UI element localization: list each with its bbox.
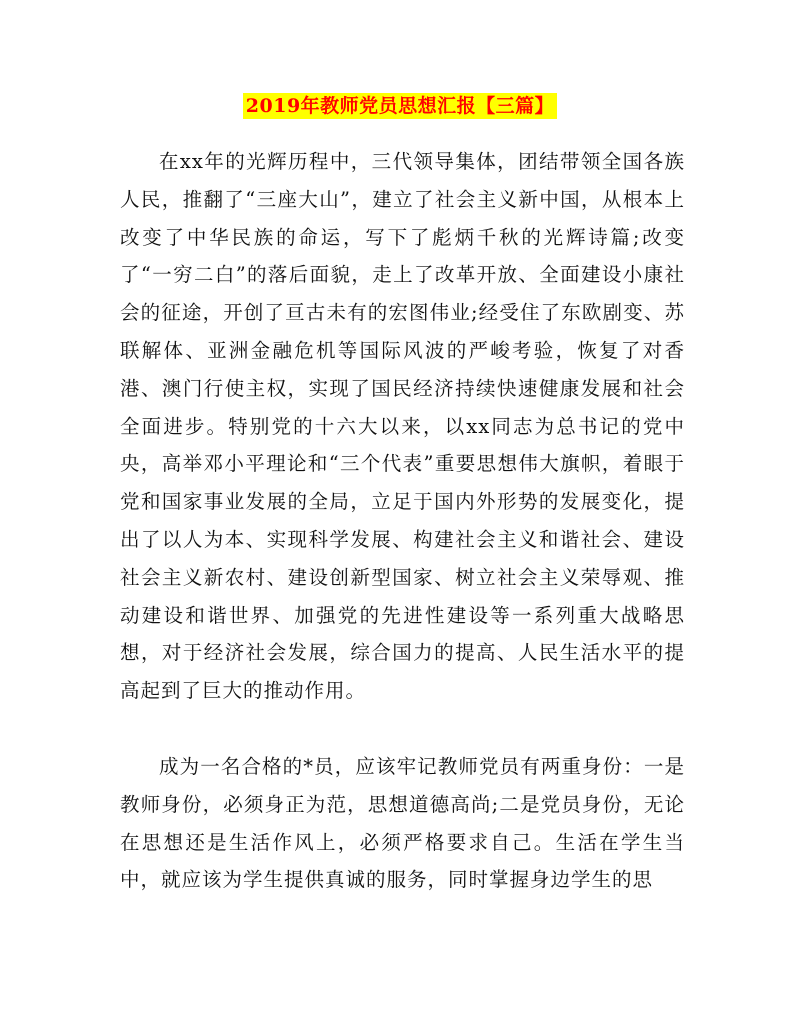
paragraph-1: 在xx年的光辉历程中，三代领导集体，团结带领全国各族人民，推翻了“三座大山”，建立了社会主义新中国，从根本上改变了中华民族的命运，写下了彪炳千秋的光辉诗篇;改变了“一穷二白”的落后面貌，走上了改革开放、全面建设小康社会的征途，开创了亘古未有的宏图伟业;经受住了东欧剧变、苏联解体、亚洲金融危机等国际风波的严峻考验，恢复了对香港、澳门行使主权，实现了国民经济持续快速健康发展和社会全面进步。特别党的十六大以来，以xx同志为总书记的党中央，高举邓小平理论和“三个代表”重要思想伟大旗帜，着眼于党和国家事业发展的全局，立足于国内外形势的发展变化，提出了以人为本、实现科学发展、构建社会主义和谐社会、建设社会主义新农村、建设创新型国家、树立社会主义荣辱观、推动建设和谐世界、加强党的先进性建设等一系列重大战略思想，对于经济社会发展，综合国力的提高、人民生活水平的提高起到了巨大的推动作用。 [120, 150, 685, 703]
title-container [0, 93, 800, 119]
document-title: 2019年教师党员思想汇报【三篇】 [243, 93, 557, 119]
paragraph-2: 成为一名合格的*员，应该牢记教师党员有两重身份：一是教师身份，必须身正为范，思想道德高尚;二是党员身份，无论在思想还是生活作风上，必须严格要求自己。生活在学生当中，就应该为学生提供真诚的服务，同时掌握身边学生的思 [120, 755, 685, 892]
